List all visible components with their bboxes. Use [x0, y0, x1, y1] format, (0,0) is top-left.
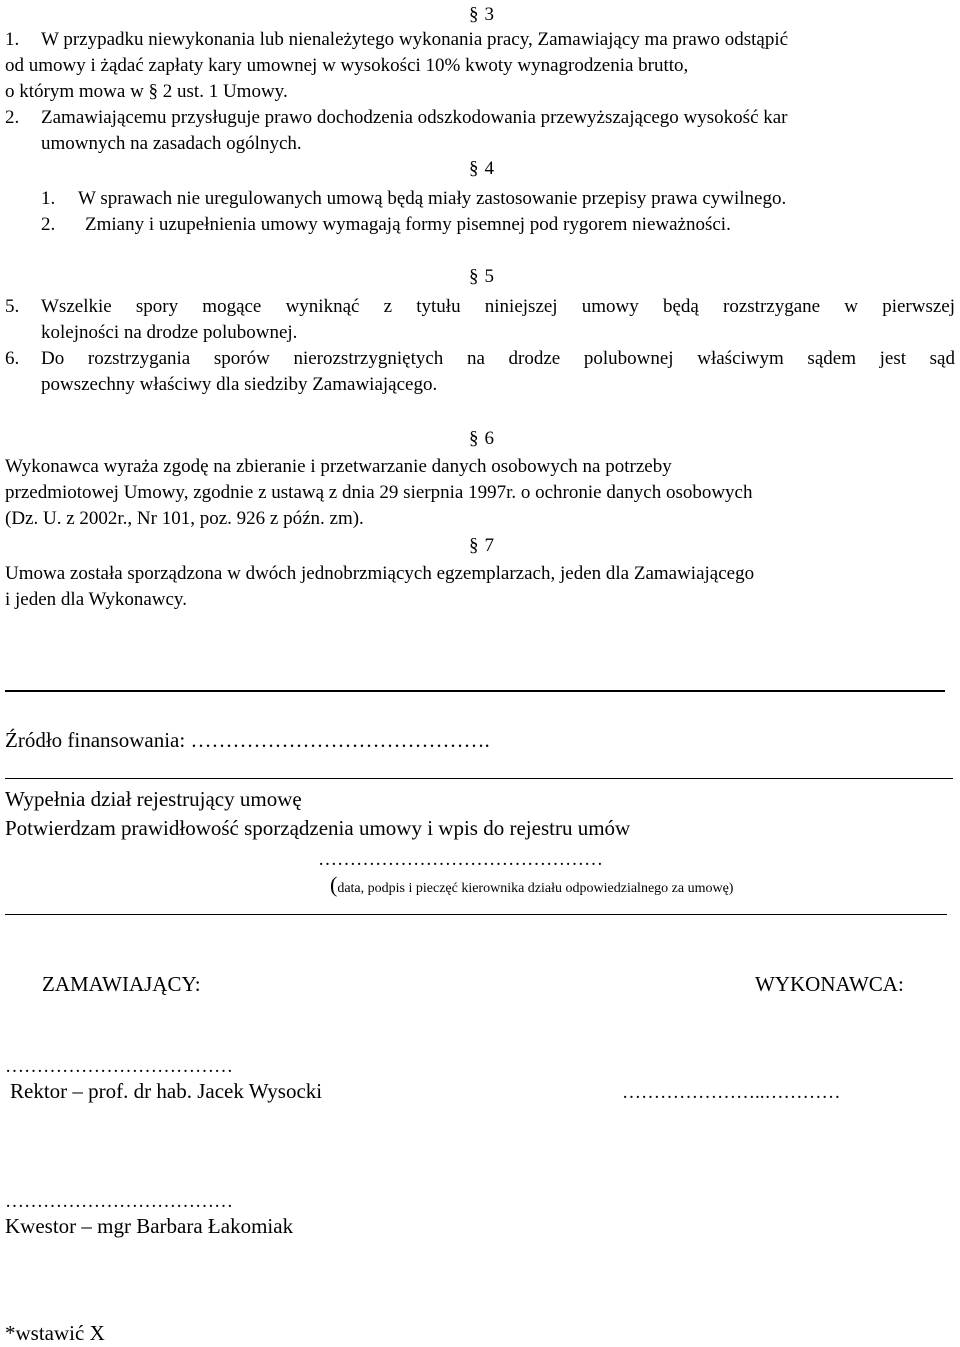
zamawiajacy-label: ZAMAWIAJĄCY:: [42, 972, 201, 996]
registry-line-2: Potwierdzam prawidłowość sporządzenia umowy i wpis do rejestru umów: [5, 816, 631, 840]
s7-line-2: i jeden dla Wykonawcy.: [5, 589, 187, 610]
s3-item-1-line-1: W przypadku niewykonania lub nienależytego wykonania pracy, Zamawiający ma prawo odstąpić: [41, 29, 789, 50]
quaestor-name: Kwestor – mgr Barbara Łakomiak: [5, 1214, 294, 1238]
s6-line-2: przedmiotowej Umowy, zgodnie z ustawą z dnia 29 sierpnia 1997r. o ochronie danych osobowych: [5, 482, 753, 503]
s3-item-1-line-2: od umowy i żądać zapłaty kary umownej w wysokości 10% kwoty wynagrodzenia brutto,: [5, 55, 689, 76]
s3-item-2-num: 2.: [5, 107, 20, 128]
section-3-heading: § 3: [469, 4, 494, 25]
s4-item-2-num: 2.: [41, 214, 56, 235]
s3-item-1-line-3: o którym mowa w § 2 ust. 1 Umowy.: [5, 81, 288, 102]
s5-item-5-line-1: Wszelkie spory mogące wyniknąć z tytułu niniejszej umowy będą rozstrzygane w pierwszej: [41, 296, 955, 317]
s5-item-6-line-1: Do rozstrzygania sporów nierozstrzygniętych na drodze polubownej właściwym sądem jest sąd: [41, 348, 955, 369]
financing-row: [5, 726, 490, 754]
registry-signature-dots: ………………………………………: [318, 849, 603, 870]
section-4-heading: § 4: [469, 158, 494, 179]
registry-line-1: Wypełnia dział rejestrujący umowę: [5, 787, 302, 811]
quaestor-signature-dots: ………………………………: [5, 1191, 233, 1212]
wykonawca-label: WYKONAWCA:: [755, 972, 904, 996]
section-5-heading: § 5: [469, 266, 494, 287]
s6-line-3: (Dz. U. z 2002r., Nr 101, poz. 926 z późn. zm).: [5, 508, 364, 529]
rector-signature-dots: ………………………………: [5, 1056, 233, 1077]
s5-item-6-line-2: powszechny właściwy dla siedziby Zamawiającego.: [41, 374, 438, 395]
rector-name: Rektor – prof. dr hab. Jacek Wysocki: [10, 1079, 323, 1103]
footnote: *wstawić X: [5, 1321, 105, 1345]
s5-item-5-num: 5.: [5, 296, 20, 317]
section-7-heading: § 7: [469, 535, 494, 556]
registry-caption: (data, podpis i pieczęć kierownika działu odpowiedzialnego za umowę): [330, 872, 734, 897]
separator-line-2: [5, 778, 953, 779]
s4-item-1-num: 1.: [41, 188, 56, 209]
financing-dots: …………………………………….: [190, 728, 490, 752]
s4-item-1-text: W sprawach nie uregulowanych umową będą miały zastosowanie przepisy prawa cywilnego.: [78, 188, 787, 209]
separator-line-3: [5, 914, 947, 915]
separator-line-1: [5, 690, 945, 692]
s5-item-6-num: 6.: [5, 348, 20, 369]
s6-line-1: Wykonawca wyraża zgodę na zbieranie i przetwarzanie danych osobowych na potrzeby: [5, 456, 672, 477]
s7-line-1: Umowa została sporządzona w dwóch jednobrzmiących egzemplarzach, jeden dla Zamawiającego: [5, 563, 755, 584]
s3-item-1-num: 1.: [5, 29, 20, 50]
s3-item-2-line-1: Zamawiającemu przysługuje prawo dochodzenia odszkodowania przewyższającego wysokość kar: [41, 107, 788, 128]
s4-item-2-text: Zmiany i uzupełnienia umowy wymagają formy pisemnej pod rygorem nieważności.: [85, 214, 731, 235]
contractor-signature-dots: …………………..…………: [622, 1082, 841, 1103]
s5-item-5-line-2: kolejności na drodze polubownej.: [41, 322, 298, 343]
s3-item-2-line-2: umownych na zasadach ogólnych.: [41, 133, 302, 154]
financing-label: Źródło finansowania:: [5, 728, 186, 752]
section-6-heading: § 6: [469, 428, 494, 449]
